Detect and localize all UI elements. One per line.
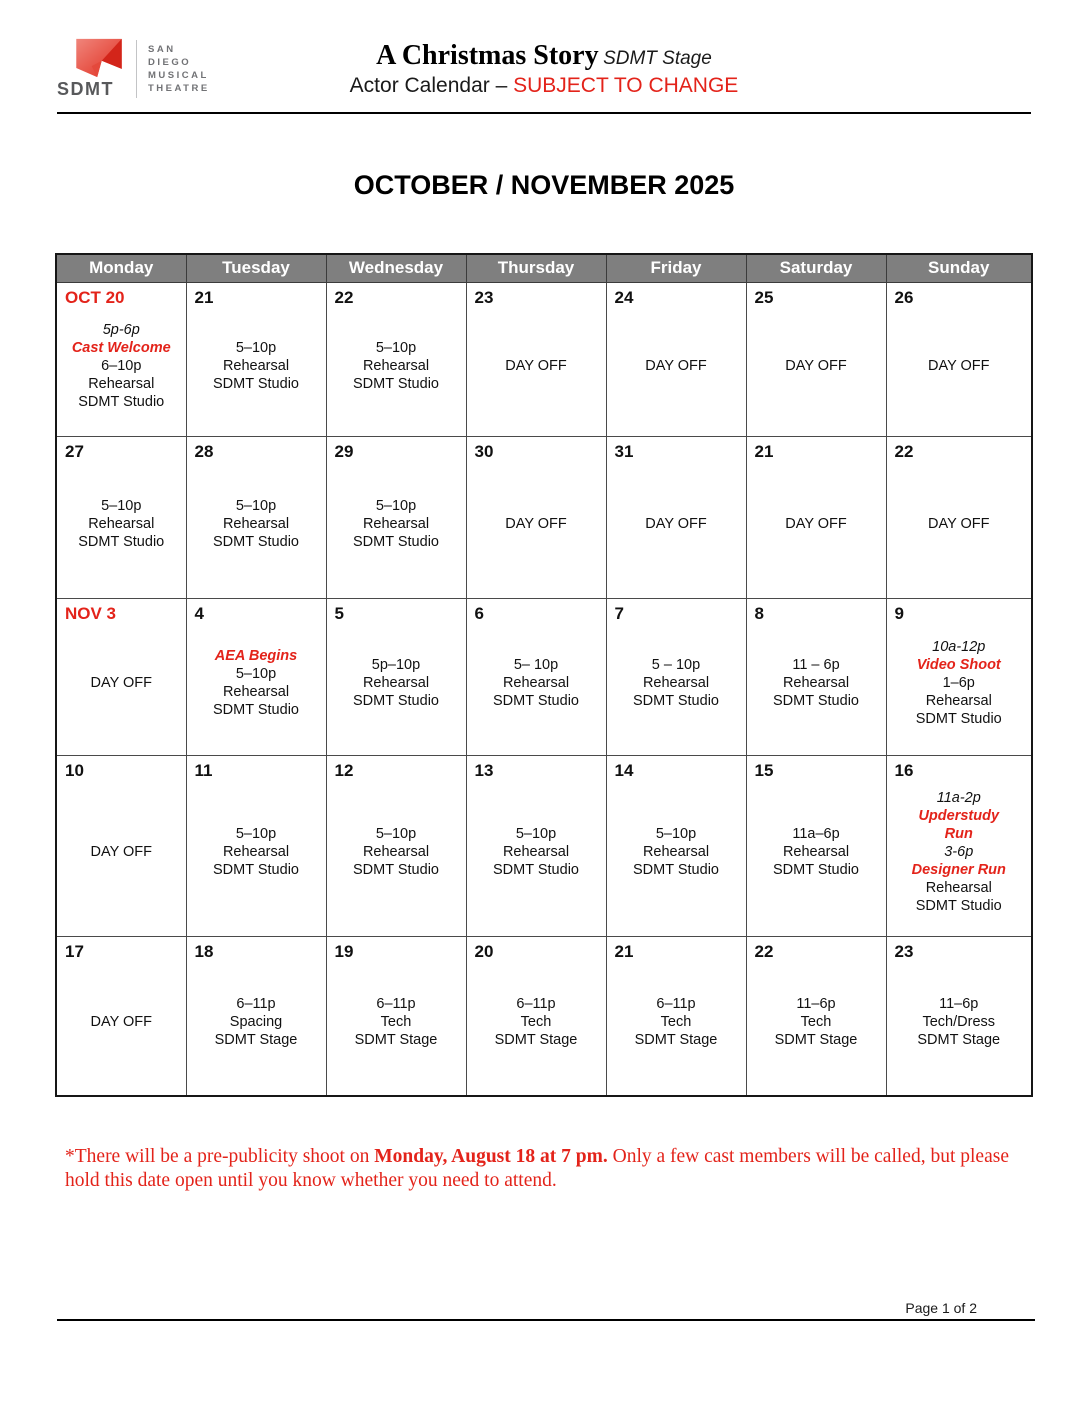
day-events <box>327 781 466 936</box>
calendar-day-cell <box>186 598 326 755</box>
event-line: 5–10p <box>655 826 697 842</box>
event-line: Tech <box>380 1014 412 1030</box>
calendar-day-cell <box>186 282 326 436</box>
event-line: Rehearsal <box>782 844 850 860</box>
event-line: DAY OFF <box>505 515 567 532</box>
calendar-day-cell <box>186 936 326 1096</box>
day-events <box>327 962 466 1095</box>
event-line: Rehearsal <box>925 880 992 896</box>
day-number: 20 <box>474 941 494 961</box>
event-line: Rehearsal <box>362 515 430 532</box>
calendar-day-cell <box>746 282 886 436</box>
day-events <box>467 308 606 436</box>
day-events <box>747 624 886 755</box>
event-line: 5 – 10p <box>651 657 701 673</box>
day-header-friday: Friday <box>606 254 746 282</box>
event-line: 5–10p <box>235 666 277 682</box>
event-line: SDMT Studio <box>213 862 299 878</box>
calendar-day-cell <box>886 598 1032 755</box>
page-footer <box>57 1300 1035 1321</box>
event-line: Rehearsal <box>502 675 570 691</box>
day-number: 8 <box>754 603 764 623</box>
event-line: Rehearsal <box>362 675 430 691</box>
logo-org-name <box>148 38 210 100</box>
day-header-monday: Monday <box>56 254 186 282</box>
event-line: DAY OFF <box>90 675 152 691</box>
month-title: OCTOBER / NOVEMBER 2025 <box>353 170 735 200</box>
day-events <box>887 308 1032 436</box>
calendar-day-cell <box>326 282 466 436</box>
event-line: Designer Run <box>911 862 1006 878</box>
event-line: DAY OFF <box>785 357 847 374</box>
day-number: 23 <box>894 941 914 961</box>
day-number: 5 <box>334 603 344 623</box>
calendar-week-row <box>56 598 1032 755</box>
event-line: Rehearsal <box>88 375 155 392</box>
header-divider-rule <box>57 112 1031 114</box>
day-events <box>57 462 186 598</box>
logo-org-line: SAN <box>148 43 176 55</box>
event-line: 6–11p <box>376 996 416 1012</box>
event-line: SDMT Studio <box>493 862 579 878</box>
calendar-week-row <box>56 755 1032 936</box>
event-line: Rehearsal <box>222 357 290 374</box>
day-number: 13 <box>474 760 494 780</box>
day-number: 29 <box>334 441 354 461</box>
day-number: 17 <box>65 941 84 961</box>
day-events <box>57 962 186 1095</box>
calendar-day-cell <box>606 598 746 755</box>
event-line: DAY OFF <box>90 1014 152 1030</box>
event-line: 6–11p <box>236 996 276 1012</box>
event-line: SDMT Studio <box>353 693 439 709</box>
calendar-week-row <box>56 436 1032 598</box>
calendar-day-cell <box>466 282 606 436</box>
stage-label: SDMT Stage <box>603 48 712 69</box>
day-number: 16 <box>894 760 914 780</box>
event-line: 5–10p <box>375 826 417 842</box>
event-line: Tech <box>520 1014 552 1030</box>
event-line: 6–11p <box>516 996 556 1012</box>
event-line: Rehearsal <box>502 844 570 860</box>
day-number: 22 <box>754 941 774 961</box>
event-line: SDMT Studio <box>353 862 439 878</box>
event-line: SDMT Studio <box>493 693 579 709</box>
day-number: 21 <box>754 441 774 461</box>
event-line: SDMT Studio <box>78 393 165 410</box>
event-line: Video Shoot <box>916 657 1001 673</box>
event-line: SDMT Stage <box>917 1032 1001 1048</box>
event-line: DAY OFF <box>645 357 707 374</box>
event-line: SDMT Stage <box>214 1032 298 1048</box>
day-number: 19 <box>334 941 354 961</box>
event-line: 6–10p <box>101 357 142 374</box>
day-events <box>887 624 1032 755</box>
calendar-day-cell <box>746 755 886 936</box>
day-events <box>187 962 326 1095</box>
event-line: SDMT Studio <box>915 898 1002 914</box>
logo-org-line: THEATRE <box>148 82 210 94</box>
event-line: 5– 10p <box>513 657 559 673</box>
calendar-day-cell <box>886 282 1032 436</box>
event-line: 11–6p <box>796 996 836 1012</box>
event-line: DAY OFF <box>785 515 847 532</box>
event-line: Rehearsal <box>222 844 290 860</box>
event-line: SDMT Studio <box>915 711 1002 727</box>
event-line: 11a–6p <box>792 826 840 842</box>
event-line: DAY OFF <box>90 844 152 860</box>
day-events <box>57 308 186 436</box>
day-number: 11 <box>194 760 213 780</box>
day-number: 15 <box>754 760 774 780</box>
day-events <box>187 462 326 598</box>
day-number: 24 <box>614 287 634 307</box>
footnote-date: Monday, August 18 at 7 pm. <box>374 1145 608 1167</box>
calendar-header-row <box>56 254 1032 282</box>
event-line: 5–10p <box>235 497 277 514</box>
day-events <box>607 308 746 436</box>
calendar-day-cell <box>326 936 466 1096</box>
logo-mark-column <box>57 38 125 100</box>
footnote-suffix: Only a few cast members will be called, but please hold this date open until you know whether you need to attend. <box>65 1145 1009 1191</box>
day-number: 18 <box>194 941 214 961</box>
day-events <box>187 308 326 436</box>
event-line: 11–6p <box>939 996 979 1012</box>
event-line: 5–10p <box>235 826 277 842</box>
day-header-saturday: Saturday <box>746 254 886 282</box>
event-line: 5–10p <box>235 339 277 356</box>
calendar-week-row <box>56 936 1032 1096</box>
event-line: Rehearsal <box>88 515 155 532</box>
calendar-day-cell <box>56 598 186 755</box>
logo-abbr: SDMT <box>57 79 114 99</box>
event-line: 5p-6p <box>102 321 140 338</box>
calendar-day-cell <box>746 598 886 755</box>
logo-org-line: MUSICAL <box>148 69 209 81</box>
day-number: 23 <box>474 287 494 307</box>
day-number: 10 <box>65 760 84 780</box>
footnote-prefix: *There will be a pre-publicity shoot on <box>65 1145 375 1167</box>
day-events <box>607 781 746 936</box>
event-line: 5–10p <box>375 497 417 514</box>
event-line: 10a-12p <box>932 639 986 655</box>
day-number: 4 <box>194 603 204 623</box>
day-events <box>887 962 1032 1095</box>
day-events <box>57 624 186 755</box>
page-number-label: Page 1 of 2 <box>905 1300 977 1316</box>
calendar-day-cell <box>326 436 466 598</box>
day-number: NOV 3 <box>65 603 117 623</box>
calendar-day-cell <box>186 436 326 598</box>
event-line: Rehearsal <box>642 844 710 860</box>
day-number: OCT 20 <box>65 287 125 307</box>
calendar-day-cell <box>326 755 466 936</box>
calendar-day-cell <box>326 598 466 755</box>
event-line: Tech/Dress <box>922 1014 996 1030</box>
event-line: SDMT Studio <box>78 533 165 550</box>
day-number: 21 <box>614 941 634 961</box>
day-number: 26 <box>894 287 914 307</box>
event-line: Rehearsal <box>782 675 850 691</box>
event-line: 5–10p <box>515 826 557 842</box>
day-number: 22 <box>334 287 354 307</box>
event-line: Spacing <box>229 1014 283 1030</box>
day-events <box>747 962 886 1095</box>
day-events <box>887 781 1032 936</box>
event-line: DAY OFF <box>928 357 990 374</box>
calendar-day-cell <box>466 436 606 598</box>
day-header-thursday: Thursday <box>466 254 606 282</box>
logo-divider <box>136 40 137 98</box>
day-number: 31 <box>614 441 634 461</box>
day-events <box>327 624 466 755</box>
event-line: Rehearsal <box>642 675 710 691</box>
calendar-day-cell <box>186 755 326 936</box>
document-header <box>57 38 1031 104</box>
day-events <box>747 781 886 936</box>
event-line: SDMT Studio <box>633 693 719 709</box>
logo-org-line: DIEGO <box>148 56 192 68</box>
day-events <box>607 962 746 1095</box>
event-line: DAY OFF <box>645 515 707 532</box>
day-number: 6 <box>474 603 484 623</box>
day-events <box>57 781 186 936</box>
footnote <box>57 1145 1023 1193</box>
event-line: AEA Begins <box>214 648 298 664</box>
event-line: SDMT Stage <box>634 1032 718 1048</box>
event-line: 1–6p <box>942 675 975 691</box>
event-line: SDMT Studio <box>773 862 859 878</box>
event-line: SDMT Studio <box>213 702 299 718</box>
day-header-sunday: Sunday <box>886 254 1032 282</box>
event-line: SDMT Studio <box>353 375 439 392</box>
day-number: 7 <box>614 603 624 623</box>
calendar-day-cell <box>746 936 886 1096</box>
event-line: Tech <box>660 1014 692 1030</box>
event-line: SDMT Studio <box>353 533 439 550</box>
calendar-day-cell <box>606 282 746 436</box>
event-line: SDMT Stage <box>494 1032 578 1048</box>
day-number: 14 <box>614 760 634 780</box>
calendar-table <box>55 253 1033 1097</box>
event-line: DAY OFF <box>505 357 567 374</box>
day-events <box>467 624 606 755</box>
calendar-body <box>56 282 1032 1096</box>
event-line: Rehearsal <box>925 693 992 709</box>
day-events <box>607 462 746 598</box>
calendar-day-cell <box>606 755 746 936</box>
day-events <box>887 462 1032 598</box>
show-title-line <box>244 40 844 72</box>
event-line: Rehearsal <box>362 844 430 860</box>
calendar-day-cell <box>606 936 746 1096</box>
calendar-subtitle <box>244 74 844 98</box>
event-line: SDMT Studio <box>213 375 299 392</box>
calendar-day-cell <box>466 755 606 936</box>
calendar-day-cell <box>466 936 606 1096</box>
day-events <box>467 962 606 1095</box>
day-number: 12 <box>334 760 354 780</box>
day-number: 22 <box>894 441 914 461</box>
event-line: Upderstudy Run <box>918 808 1000 842</box>
event-line: Rehearsal <box>222 515 290 532</box>
event-line: Rehearsal <box>362 357 430 374</box>
event-line: Cast Welcome <box>71 339 171 356</box>
event-line: DAY OFF <box>928 515 990 532</box>
day-number: 9 <box>894 603 904 623</box>
day-events <box>327 462 466 598</box>
calendar-day-cell <box>606 436 746 598</box>
event-line: SDMT Studio <box>773 693 859 709</box>
calendar-day-cell <box>56 282 186 436</box>
day-number: 21 <box>194 287 214 307</box>
calendar-day-cell <box>886 936 1032 1096</box>
event-line: Tech <box>800 1014 832 1030</box>
day-events <box>187 624 326 755</box>
day-events <box>467 781 606 936</box>
calendar-day-cell <box>56 936 186 1096</box>
day-events <box>747 462 886 598</box>
event-line: SDMT Studio <box>213 533 299 550</box>
event-line: 6–11p <box>656 996 696 1012</box>
calendar-week-row <box>56 282 1032 436</box>
day-number: 25 <box>754 287 774 307</box>
day-header-tuesday: Tuesday <box>186 254 326 282</box>
day-header-wednesday: Wednesday <box>326 254 466 282</box>
calendar-day-cell <box>746 436 886 598</box>
day-events <box>467 462 606 598</box>
event-line: 5–10p <box>375 339 417 356</box>
event-line: SDMT Stage <box>774 1032 858 1048</box>
day-events <box>747 308 886 436</box>
show-title: A Christmas Story <box>376 40 599 71</box>
day-number: 30 <box>474 441 494 461</box>
event-line: 11 – 6p <box>792 657 840 673</box>
event-line: Rehearsal <box>222 684 290 700</box>
day-number: 28 <box>194 441 214 461</box>
day-number: 27 <box>65 441 84 461</box>
day-events <box>327 308 466 436</box>
event-line: 5p–10p <box>371 657 421 673</box>
calendar-day-cell <box>466 598 606 755</box>
calendar-day-cell <box>56 436 186 598</box>
event-line: 3-6p <box>944 844 974 860</box>
subject-to-change-warning: SUBJECT TO CHANGE <box>513 74 739 97</box>
header-titles <box>244 40 844 98</box>
calendar-day-cell <box>56 755 186 936</box>
day-events <box>607 624 746 755</box>
sdmt-ribbon-icon <box>73 38 125 78</box>
calendar-day-cell <box>886 755 1032 936</box>
calendar-day-cell <box>886 436 1032 598</box>
event-line: SDMT Stage <box>354 1032 438 1048</box>
event-line: SDMT Studio <box>633 862 719 878</box>
subtitle-prefix: Actor Calendar – <box>349 74 514 97</box>
event-line: 11a-2p <box>936 790 981 806</box>
event-line: 5–10p <box>101 497 142 514</box>
day-events <box>187 781 326 936</box>
